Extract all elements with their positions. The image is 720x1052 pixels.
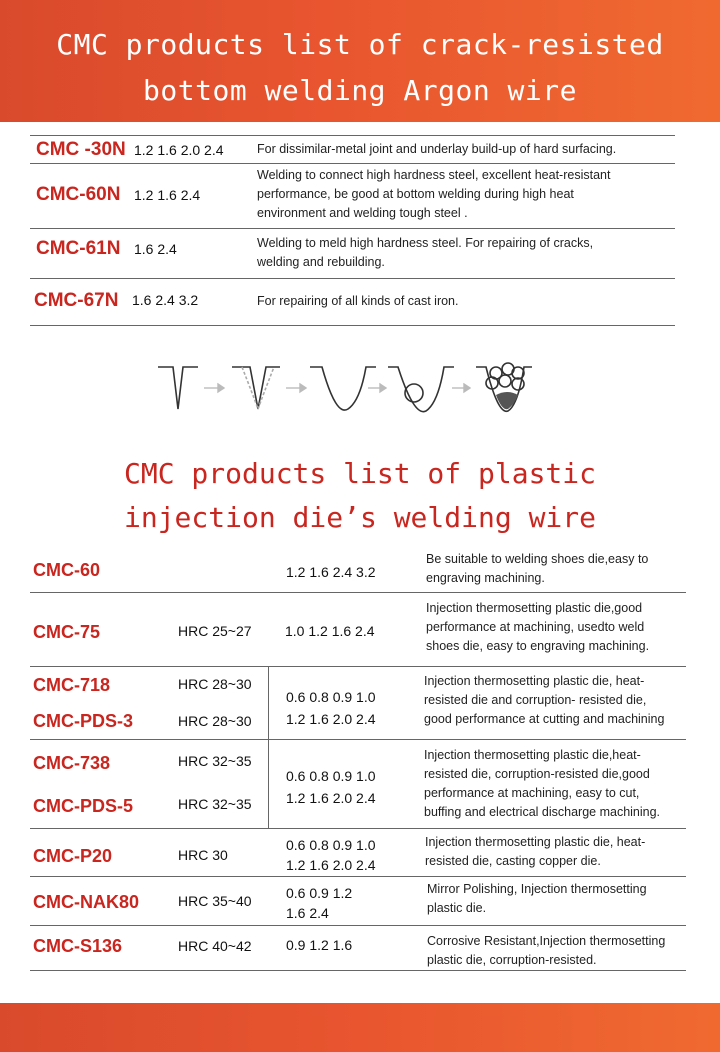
product-sizes: 1.6 2.4 [134, 241, 177, 257]
product-code: CMC-75 [33, 622, 101, 642]
product-desc: Be suitable to welding shoes die,easy to engraving machining. [426, 552, 649, 585]
product-desc: Injection thermosetting plastic die, heat- resisted die, casting copper die. [425, 835, 646, 868]
section2-title-line2: injection die’s welding wire [123, 501, 596, 534]
divider [30, 739, 686, 740]
divider [268, 666, 269, 828]
hardness-value: HRC 28~30 [178, 676, 252, 692]
product-desc: Injection thermosetting plastic die,heat- resisted die, corruption-resisted die,good performance at machining, easy to cut, buffing and electrical discharge machining. [424, 748, 661, 819]
product-desc: Injection thermosetting plastic die, heat- resisted die and corruption- resisted die, good performance at cutting and machining [424, 674, 665, 726]
product-sizes: 0.6 0.8 0.9 1.0 1.2 1.6 2.0 2.4 [286, 837, 376, 873]
product-sizes: 0.6 0.8 0.9 1.0 1.2 1.6 2.0 2.4 [286, 689, 376, 727]
product-code: CMC-NAK80 [33, 892, 140, 912]
divider [30, 666, 686, 667]
product-desc: For dissimilar-metal joint and underlay build-up of hard surfacing. [257, 142, 617, 156]
product-code: CMC -30N [36, 139, 126, 160]
product-desc: Welding to connect high hardness steel, excellent heat-resistant performance, be good at bottom welding during high heat environment and welding tough steel . [257, 168, 611, 220]
divider [30, 828, 686, 829]
product-desc: Injection thermosetting plastic die,good performance at machining, usedto weld shoes die, easy to engraving machining. [426, 601, 650, 653]
hardness-value: HRC 35~40 [178, 893, 252, 909]
divider [30, 925, 686, 926]
divider [30, 278, 675, 279]
divider [30, 163, 675, 164]
product-desc: Welding to meld high hardness steel. For repairing of cracks, welding and rebuilding. [257, 236, 594, 269]
product-sizes: 0.6 0.8 0.9 1.0 1.2 1.6 2.0 2.4 [286, 768, 376, 806]
divider [30, 592, 686, 593]
hardness-value: HRC 32~35 [178, 753, 252, 769]
hardness-value: HRC 32~35 [178, 796, 252, 812]
hardness-value: HRC 28~30 [178, 713, 252, 729]
product-code: CMC-PDS-5 [33, 796, 134, 816]
product-code: CMC-67N [34, 290, 119, 311]
product-sizes: 1.2 1.6 2.4 3.2 [286, 564, 376, 580]
hardness-value: HRC 25~27 [178, 623, 252, 639]
product-desc: Mirror Polishing, Injection thermosetting plastic die. [427, 882, 647, 915]
product-code: CMC-61N [36, 238, 121, 259]
product-sizes: 0.6 0.9 1.2 1.6 2.4 [286, 885, 353, 921]
product-code: CMC-PDS-3 [33, 711, 134, 731]
product-code: CMC-P20 [33, 846, 113, 866]
product-desc: Corrosive Resistant,Injection thermosetting plastic die, corruption-resisted. [427, 934, 666, 967]
divider [30, 876, 686, 877]
product-sizes: 1.2 1.6 2.0 2.4 [134, 142, 224, 158]
groove-stage-4 [388, 367, 454, 412]
hardness-value: HRC 30 [178, 847, 228, 863]
welding-groove-diagram [150, 355, 540, 420]
divider [30, 135, 675, 136]
hardness-value: HRC 40~42 [178, 938, 252, 954]
groove-stage-3 [310, 367, 376, 410]
product-desc: For repairing of all kinds of cast iron. [257, 294, 459, 308]
header-title-line1: CMC products list of crack-resisted [56, 28, 664, 61]
product-sizes: 1.6 2.4 3.2 [132, 292, 199, 308]
header-banner [0, 0, 720, 122]
product-sizes: 1.2 1.6 2.4 [134, 187, 201, 203]
product-sizes: 0.9 1.2 1.6 [286, 937, 353, 953]
section2-title-line1: CMC products list of plastic [123, 457, 596, 490]
product-code: CMC-60 [33, 560, 101, 580]
groove-stage-1 [158, 367, 198, 409]
product-code: CMC-718 [33, 675, 111, 695]
groove-stage-2 [232, 367, 280, 409]
product-code: CMC-738 [33, 753, 111, 773]
divider [30, 228, 675, 229]
product-sizes: 1.0 1.2 1.6 2.4 [285, 623, 375, 639]
divider [30, 970, 686, 971]
divider [30, 325, 675, 326]
product-code: CMC-S136 [33, 936, 123, 956]
footer-banner [0, 1003, 720, 1052]
product-code: CMC-60N [36, 184, 121, 205]
header-title-line2: bottom welding Argon wire [143, 74, 577, 107]
